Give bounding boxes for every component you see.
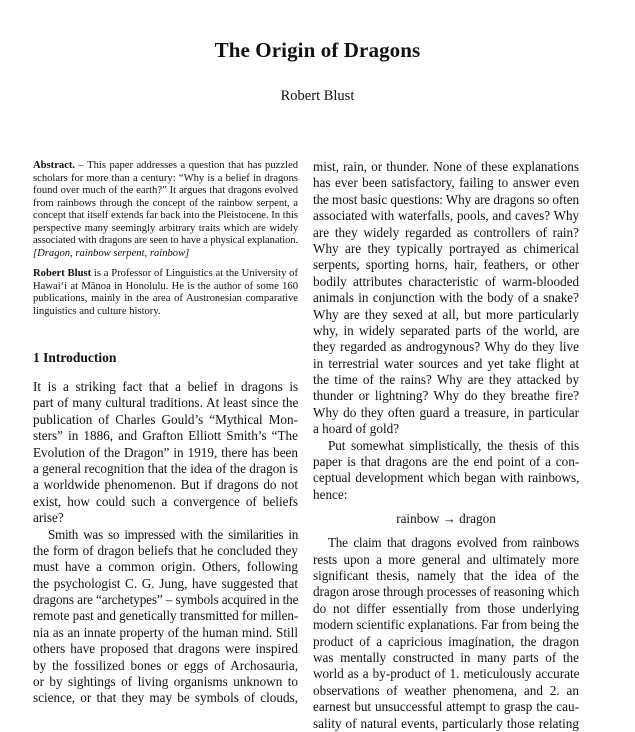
body-line: modern scientific explanations. Far from being the bbox=[313, 617, 579, 633]
body-line: exist, how could such a convergence of beliefs bbox=[33, 493, 298, 509]
body-line: rests upon a more general and ultimately more bbox=[313, 551, 579, 567]
body-line: bodily attributes characteristic of warm-blooded bbox=[313, 273, 580, 289]
body-line: Smith was so impressed with the similarities in bbox=[48, 526, 298, 542]
body-line: was mentally constructed in many parts of the bbox=[313, 649, 579, 665]
body-line: associated with waterfalls, pools, and caves? Why bbox=[313, 208, 580, 224]
body-line: hence: bbox=[313, 486, 348, 502]
body-line: observations of weather phenomena, and 2. an bbox=[313, 682, 579, 698]
body-line: Evolution of the Dragon” in 1919, there has been bbox=[33, 444, 298, 460]
section-heading-introduction: 1 Introduction bbox=[33, 350, 117, 365]
body-line: sality of natural events, particularly those relating bbox=[313, 715, 579, 731]
body-line: dragon arose through processes of reasoning which bbox=[313, 584, 580, 600]
body-line: has ever been satisfactory, failing to answer even bbox=[313, 175, 580, 191]
abstract-keywords: [Dragon, rainbow serpent, rainbow] bbox=[33, 247, 190, 259]
body-line: It is a striking fact that a belief in dragons is bbox=[33, 379, 299, 394]
body-line: the most basic questions: Why are dragons so often bbox=[313, 191, 579, 207]
bio-line: Hawai‘i at Mānoa in Honolulu. He is the author of some 160 bbox=[33, 280, 298, 292]
body-line: arise? bbox=[33, 510, 64, 526]
body-line: do not differ essentially from those underlying bbox=[313, 600, 580, 616]
abstract-line: associated with dragons are seen to have a physical explanation. bbox=[33, 235, 298, 246]
body-line: Why are they typically portrayed as chimerical bbox=[313, 240, 579, 256]
author-bio bbox=[33, 268, 298, 318]
body-line: Why are they sexed at all, but more particularly bbox=[313, 306, 579, 322]
body-line: sters” in 1886, and Grafton Elliott Smith’s “The bbox=[33, 428, 298, 444]
abstract bbox=[33, 160, 298, 260]
body-line: the psychologist C. G. Jung, have suggested that bbox=[33, 575, 298, 591]
body-line: or by sightings of living organisms unknown to bbox=[33, 674, 298, 690]
bio-line: publications, mainly in the area of Austronesian comparative bbox=[33, 293, 298, 304]
right-column-body bbox=[313, 159, 579, 732]
body-line: Put somewhat simplistically, the thesis of this bbox=[328, 437, 579, 453]
paper-title: The Origin of Dragons bbox=[214, 38, 421, 62]
body-line: the form of dragon beliefs that he concluded they bbox=[33, 542, 298, 558]
paper-author: Robert Blust bbox=[280, 88, 355, 104]
equation-rainbow-dragon: rainbow → dragon bbox=[396, 511, 496, 527]
abstract-line: concept that itself extends far back into the Pleistocene. In this bbox=[33, 210, 299, 221]
body-line: significant thesis, namely that the idea of the bbox=[313, 567, 579, 583]
bio-line: linguistics and culture history. bbox=[33, 305, 161, 317]
body-line: by the fossilized bones or eggs of Archosauria, bbox=[33, 657, 298, 673]
body-line: paper is that dragons are the end point of a con- bbox=[313, 454, 580, 470]
body-line: science, or that they may be symbols of clouds, bbox=[33, 690, 298, 706]
body-line: world as a by-product of 1. meticulously accurate bbox=[313, 666, 580, 682]
body-line: ceptual development which began with rainbows, bbox=[313, 470, 580, 486]
body-line: must have a common origin. Others, following bbox=[33, 559, 298, 575]
abstract-line: found over much of the earth?” It argues that dragons evolved bbox=[33, 185, 298, 196]
abstract-line: perspective many seemingly arbitrary traits which are widely bbox=[33, 222, 299, 234]
body-line: why, in widely separated parts of the world, are bbox=[313, 322, 580, 338]
body-line: the time of the rains? Why are they attacked by bbox=[313, 372, 580, 388]
abstract-label: Abstract. bbox=[33, 160, 76, 171]
body-line: publication of Charles Gould’s “Mythical Mon- bbox=[33, 411, 298, 427]
left-column-body bbox=[33, 379, 298, 707]
body-line: serpents, sporting horns, hair, feathers, or other bbox=[313, 257, 579, 273]
body-line: in terrestrial water sources and yet take flight at bbox=[313, 355, 580, 371]
body-line: dragons are “archetypes” – symbols acquired in the bbox=[33, 592, 299, 608]
abstract-line: scholars for more than a century: “Why is a belief in dragons bbox=[33, 172, 298, 184]
body-line: nia as an innate property of the human mind. Still bbox=[33, 624, 298, 640]
body-line: product of a capricious imagination, the dragon bbox=[313, 633, 580, 649]
body-line: thunder or lightning? Why do they breathe fire? bbox=[313, 388, 580, 404]
body-line: others have proposed that dragons were inspired bbox=[33, 641, 298, 657]
body-line: Why do they often guard a treasure, in particular bbox=[313, 404, 579, 420]
abstract-line: Abstract. – This paper addresses a question that has puzzled bbox=[33, 160, 298, 171]
body-line: they regarded as androgynous? Why do they live bbox=[313, 339, 579, 355]
body-line: a worldwide phenomenon. But if dragons do not bbox=[33, 477, 298, 493]
body-line: a hoard of gold? bbox=[313, 421, 400, 437]
body-line: earnest but unsuccessful attempt to grasp the cau- bbox=[313, 699, 579, 715]
body-line: animals in conjunction with the body of a snake? bbox=[313, 290, 579, 306]
body-line: a general recognition that the idea of the dragon is bbox=[33, 460, 298, 476]
body-line: part of many cultural traditions. At least since the bbox=[33, 395, 299, 411]
body-line: mist, rain, or thunder. None of these explanations bbox=[313, 159, 580, 174]
body-line: are they widely regarded as controllers of rain? bbox=[313, 224, 579, 240]
bio-name: Robert Blust bbox=[33, 268, 92, 279]
abstract-line: from rainbows through the concept of the rainbow serpent, a bbox=[33, 197, 298, 209]
body-line: remote past and genetically transmitted for millen- bbox=[33, 608, 299, 624]
bio-line: Robert Blust is a Professor of Linguistics at the University of bbox=[33, 268, 298, 279]
body-line: The claim that dragons evolved from rainbows bbox=[328, 535, 579, 551]
